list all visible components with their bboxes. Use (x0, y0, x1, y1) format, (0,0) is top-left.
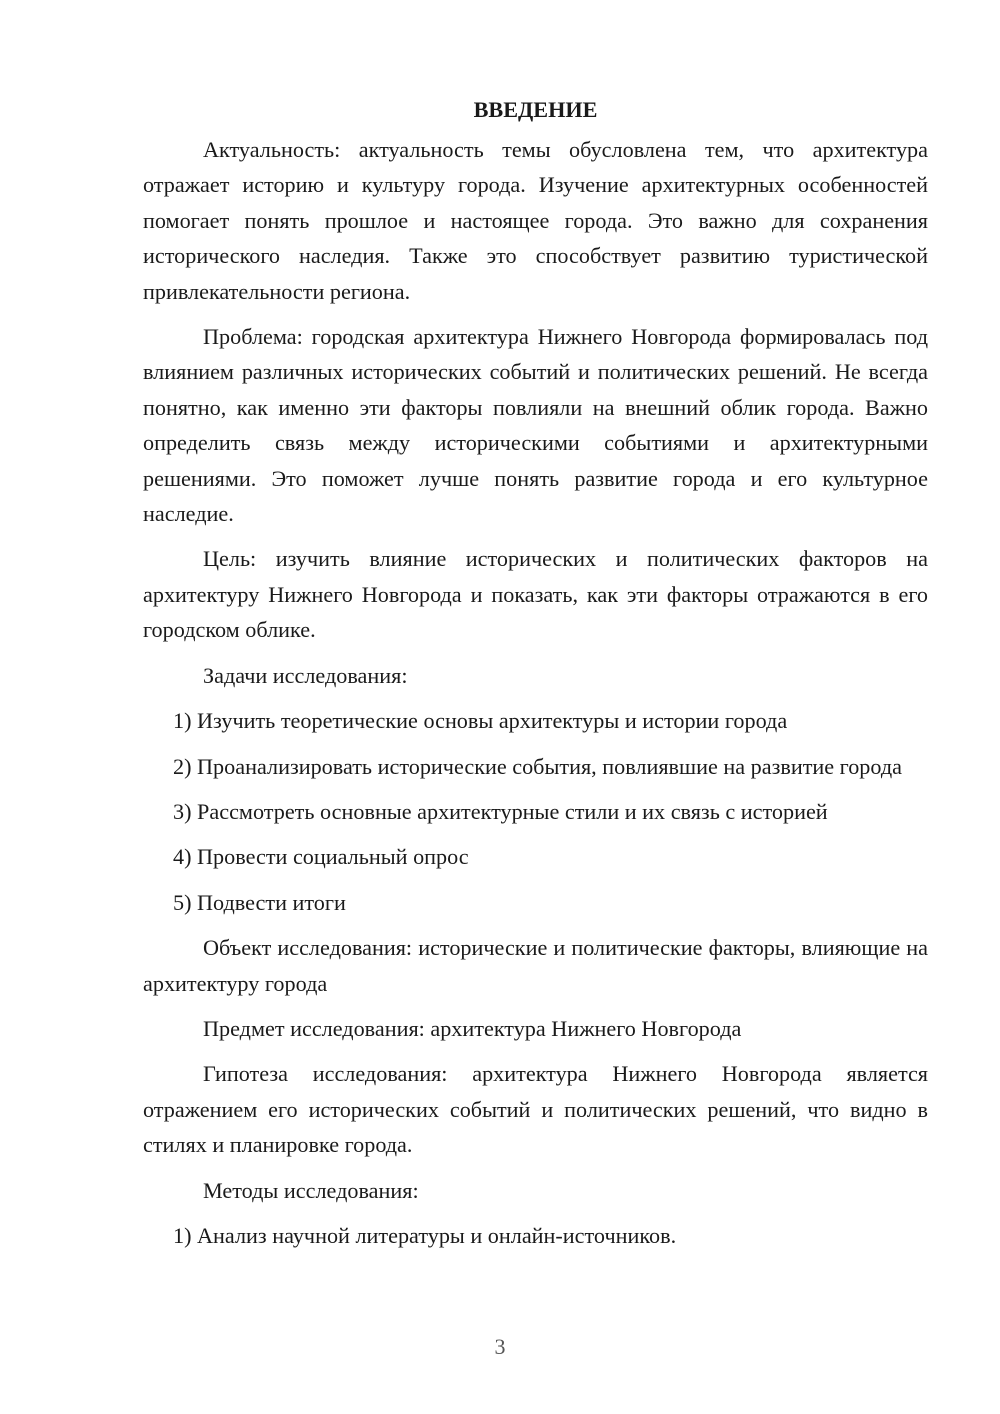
relevance-paragraph: Актуальность: актуальность темы обусловлена тем, что архитектура отражает историю и культуру города. Изучение архитектурных особенностей помогает понять прошлое и настоящее города. Это важно для сохранения исторического наследия. Также это способствует развитию туристической привлекательности региона. (143, 137, 928, 304)
document-page (143, 92, 928, 1263)
task-item-3: 3) Рассмотреть основные архитектурные стили и их связь с историей (173, 798, 828, 824)
task-item-2: 2) Проанализировать исторические события, повлиявшие на развитие города (173, 753, 902, 779)
goal-paragraph: Цель: изучить влияние исторических и политических факторов на архитектуру Нижнего Новгорода и показать, как эти факторы отражаются в его городском облике. (143, 546, 928, 643)
object-paragraph: Объект исследования: исторические и политические факторы, влияющие на архитектуру города (143, 935, 928, 996)
methods-heading: Методы исследования: (203, 1177, 419, 1203)
subject-paragraph: Предмет исследования: архитектура Нижнего Новгорода (203, 1015, 742, 1041)
tasks-heading: Задачи исследования: (203, 662, 408, 688)
task-item-4: 4) Провести социальный опрос (173, 844, 469, 870)
task-item-1: 1) Изучить теоретические основы архитектуры и истории города (173, 708, 788, 734)
hypothesis-paragraph: Гипотеза исследования: архитектура Нижнего Новгорода является отражением его исторических событий и политических решений, что видно в стилях и планировке города. (143, 1061, 928, 1158)
method-item-1: 1) Анализ научной литературы и онлайн-источников. (173, 1222, 677, 1248)
task-item-5: 5) Подвести итоги (173, 889, 346, 915)
page-number: 3 (494, 1334, 506, 1359)
problem-paragraph: Проблема: городская архитектура Нижнего Новгорода формировалась под влиянием различных исторических событий и политических решений. Не всегда понятно, как именно эти факторы повлияли на внешний облик города. Важно определить связь между историческими событиями и архитектурными решениями. Это поможет лучше понять развитие города и его культурное наследие. (143, 324, 928, 527)
page-title: ВВЕДЕНИЕ (473, 97, 598, 122)
